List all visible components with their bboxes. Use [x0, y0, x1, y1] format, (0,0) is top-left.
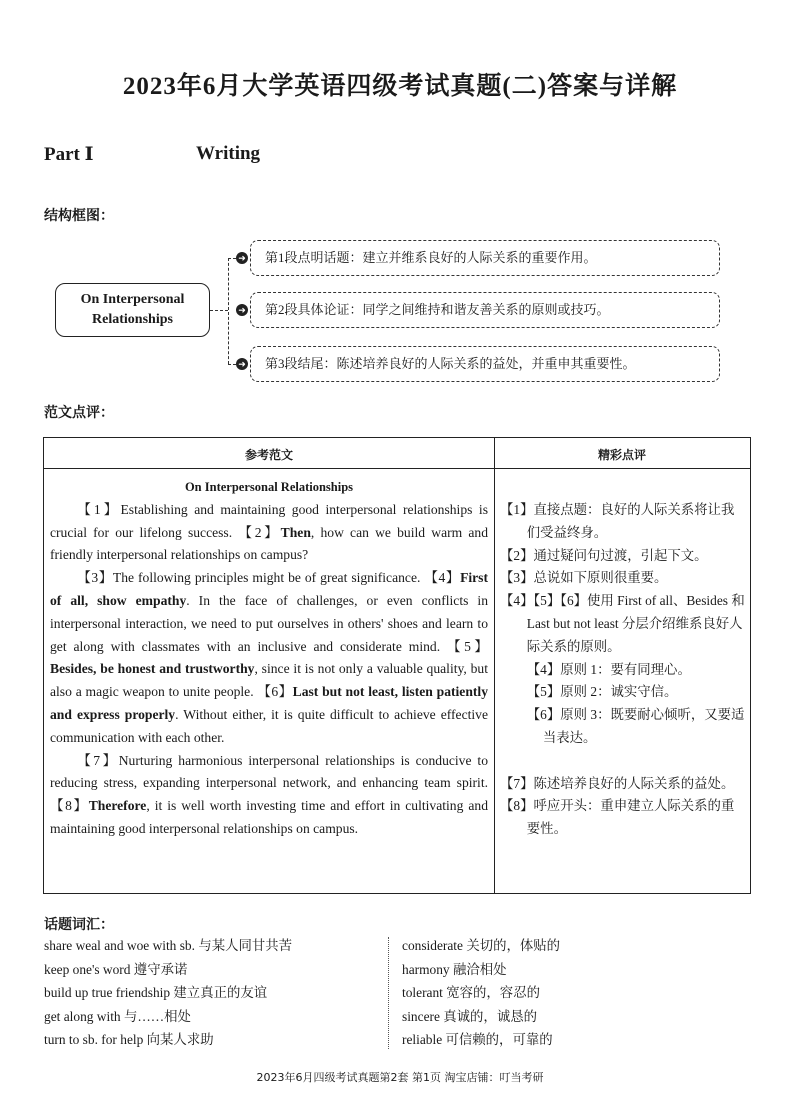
- key-phrase: Besides, be honest and trustworthy: [50, 661, 255, 677]
- essay-text: 【7】Nurturing harmonious interpersonal relationships is conducive to reducing stress, expanding interpersonal network, and enhancing team spirit.: [50, 752, 488, 791]
- header-essay: 参考范文: [244, 448, 293, 462]
- essay-paragraph: [50, 499, 488, 567]
- essay-text: , it is well worth investing time and effort in cultivating and maintaining good interpersonal relationships on campus.: [50, 798, 488, 836]
- vocab-divider: [388, 937, 389, 1049]
- essay-text: , how can we build warm and friendly interpersonal relationships on campus?: [50, 524, 489, 563]
- connector-line: [228, 364, 236, 365]
- essay-text: 【5】: [447, 638, 488, 654]
- connector-line: [228, 258, 229, 364]
- comment-item: 【3】总说如下原则很重要。: [500, 570, 668, 586]
- essay-text: . Without either, it is quite difficult to achieve effective communication with each other.: [50, 706, 488, 745]
- vocab-item: tolerant 宽容的，容忍的: [402, 985, 540, 1001]
- comment-item: 【7】陈述培养良好的人际关系的益处。: [500, 775, 735, 791]
- comment-item: 【6】原则 3：既要耐心倾听，又要适当表达。: [526, 707, 745, 745]
- branch-box: 第1段点明话题：建立并维系良好的人际关系的重要作用。: [250, 240, 720, 276]
- arrow-right-icon: ➜: [236, 358, 248, 370]
- vocab-item: sincere 真诚的，诚恳的: [402, 1008, 537, 1024]
- essay-title: On Interpersonal Relationships: [184, 480, 354, 494]
- vocab-item: turn to sb. for help 向某人求助: [44, 1032, 214, 1048]
- header-comment: 精彩点评: [597, 448, 646, 462]
- vocab-item: share weal and woe with sb. 与某人同甘共苦: [44, 938, 293, 953]
- essay-paragraph: [50, 750, 488, 841]
- connector-line: [228, 258, 236, 259]
- essay-text: 【1】Establishing and maintaining good interpersonal relationships is crucial for our lifelong success.: [50, 501, 488, 540]
- key-phrase: Last but not least, listen patiently and express properly: [50, 684, 488, 722]
- essay-text: . In the face of challenges, or even conflicts in interpersonal interaction, we need to put ourselves in others' shoes and learn to get along with classmates with an inclusive and considerate mind.: [50, 592, 488, 654]
- vocab-right: [402, 934, 560, 1052]
- essay-text: 【8】: [50, 798, 89, 814]
- vocab-heading: 话题词汇：: [44, 917, 114, 933]
- branch-box: 第3段结尾：陈述培养良好的人际关系的益处，并重申其重要性。: [250, 346, 720, 382]
- comment-item: 【8】呼应开头：重申建立人际关系的重要性。: [500, 798, 735, 837]
- key-phrase: Therefore: [88, 798, 147, 814]
- vocab-item: build up true friendship 建立真正的友谊: [44, 985, 268, 1001]
- vocab-item: get along with 与……相处: [44, 1008, 191, 1024]
- connector-line: [210, 310, 228, 311]
- part-label: Part Ⅰ: [44, 144, 94, 165]
- sample-essay: [50, 476, 488, 841]
- vocab-left: [44, 934, 292, 1052]
- vocab-item: harmony 融洽相处: [402, 961, 507, 977]
- comment-item: 【1】直接点题：良好的人际关系将让我们受益终身。: [500, 502, 735, 540]
- topic-box: [55, 283, 210, 337]
- essay-paragraph: [50, 567, 488, 749]
- comment-item: 【5】原则 2：诚实守信。: [526, 684, 678, 700]
- vocab-item: reliable 可信赖的，可靠的: [402, 1032, 553, 1048]
- arrow-right-icon: ➜: [236, 252, 248, 264]
- vocab-item: considerate 关切的，体贴的: [402, 938, 561, 953]
- structure-heading: 结构框图：: [44, 208, 114, 224]
- comment-item: 【2】通过疑问句过渡，引起下文。: [500, 547, 708, 563]
- part-name: Writing: [196, 143, 261, 164]
- column-divider: [494, 438, 495, 893]
- essay-text: 【3】The following principles might be of great significance.: [77, 570, 425, 586]
- essay-text: 【6】: [257, 684, 293, 700]
- page-footer: 2023年6月四级考试真题第2套 第1页 淘宝店铺：叮当考研: [256, 1071, 544, 1084]
- branch-box: 第2段具体论证：同学之间维持和谐友善关系的原则或技巧。: [250, 292, 720, 328]
- key-phrase: First of all, show empathy: [50, 570, 488, 608]
- comment-item: 【4】【5】【6】使用 First of all、Besides 和 Last but not least 分层介绍维系良好人际关系的原则。: [500, 593, 745, 654]
- page-title: 2023年6月大学英语四级考试真题(二)答案与详解: [122, 73, 678, 100]
- review-table: [43, 437, 751, 894]
- comment-item: 【4】原则 1：要有同理心。: [526, 661, 691, 677]
- table-header: [44, 438, 750, 469]
- essay-text: , since it is not only a valuable quality, but also a magic weapon to unite people.: [50, 661, 489, 700]
- essay-text: 【4】: [424, 570, 461, 586]
- arrow-right-icon: ➜: [236, 304, 248, 316]
- key-phrase: Then: [280, 524, 311, 540]
- topic-line: Relationships: [92, 312, 173, 327]
- comments-list: [500, 499, 746, 841]
- review-heading: 范文点评：: [44, 405, 114, 421]
- vocab-item: keep one's word 遵守承诺: [44, 961, 188, 977]
- essay-text: 【2】: [238, 524, 281, 540]
- topic-line: On Interpersonal: [80, 292, 185, 307]
